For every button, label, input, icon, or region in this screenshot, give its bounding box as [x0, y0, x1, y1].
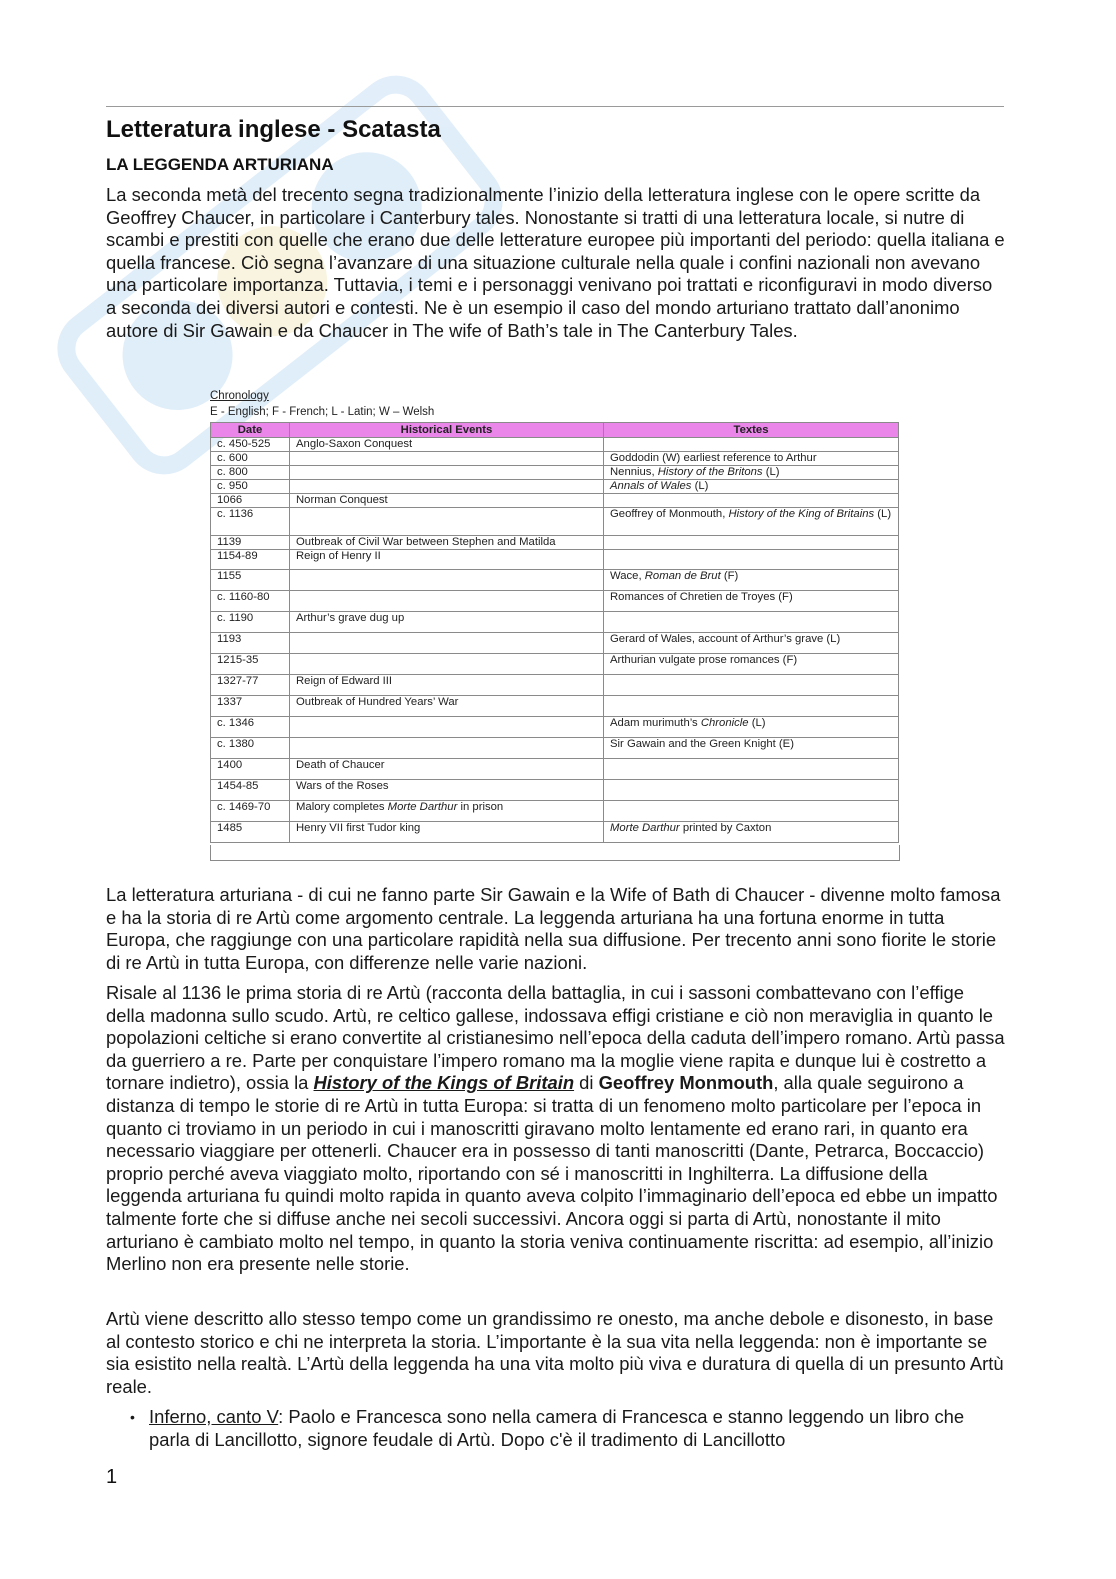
- page-title: Letteratura inglese - Scatasta: [106, 116, 441, 143]
- cell-date: 1066: [211, 494, 290, 508]
- cell-event: Reign of Henry II: [290, 550, 604, 570]
- cell-text: Annals of Wales (L): [604, 480, 899, 494]
- cell-date: 1327-77: [211, 675, 290, 696]
- cell-text: [604, 550, 899, 570]
- chronology-figure: [209, 388, 899, 862]
- cell-event: Reign of Edward III: [290, 675, 604, 696]
- cell-date: c. 600: [211, 452, 290, 466]
- cell-event: [290, 654, 604, 675]
- section-heading: LA LEGGENDA ARTURIANA: [106, 155, 334, 174]
- cell-text: Romances of Chretien de Troyes (F): [604, 591, 899, 612]
- table-row: [211, 550, 899, 570]
- cell-date: c. 1136: [211, 508, 290, 536]
- cell-date: 1154-89: [211, 550, 290, 570]
- chronology-caption: Chronology: [210, 390, 269, 402]
- cell-text: Nennius, History of the Britons (L): [604, 466, 899, 480]
- header-date: Date: [211, 423, 290, 438]
- table-footer-space: [210, 845, 900, 861]
- paragraph-3-text-b: di: [574, 1072, 599, 1094]
- cell-date: c. 1346: [211, 717, 290, 738]
- cell-date: 1193: [211, 633, 290, 654]
- top-rule: [106, 106, 1004, 107]
- table-row: [211, 822, 899, 843]
- cell-event: [290, 633, 604, 654]
- table-row: [211, 675, 899, 696]
- chronology-table: [210, 422, 899, 843]
- table-row: [211, 759, 899, 780]
- cell-text: [604, 675, 899, 696]
- cell-event: [290, 466, 604, 480]
- table-row: [211, 591, 899, 612]
- page-number: 1: [106, 1466, 118, 1488]
- cell-event: Outbreak of Civil War between Stephen and Matilda: [290, 536, 604, 550]
- chronology-legend: E - English; F - French; L - Latin; W – Welsh: [210, 406, 435, 418]
- table-row: [211, 801, 899, 822]
- bullet-text: : Paolo e Francesca sono nella camera di Francesca e stanno leggendo un libro che parla di Lancillotto, signore feudale di Artù. Dopo c'è il tradimento di Lancillotto: [149, 1406, 965, 1450]
- paragraph-4: Artù viene descritto allo stesso tempo come un grandissimo re onesto, ma anche debole e disonesto, in base al contesto storico e chi ne interpreta la storia. L’importante è la sua vita nella leggenda: non è importante se sia esistito nella realtà. L’Artù della leggenda ha una vita molto più viva e duratura di quella di un presunto Artù reale.: [106, 1308, 1004, 1397]
- cell-event: Henry VII first Tudor king: [290, 822, 604, 843]
- cell-event: Malory completes Morte Darthur in prison: [290, 801, 604, 822]
- cell-text: Goddodin (W) earliest reference to Arthur: [604, 452, 899, 466]
- cell-event: [290, 717, 604, 738]
- table-header-row: [211, 423, 899, 438]
- cell-date: 1337: [211, 696, 290, 717]
- cell-date: c. 1380: [211, 738, 290, 759]
- cell-date: c. 1160-80: [211, 591, 290, 612]
- table-row: [211, 696, 899, 717]
- table-row: [211, 466, 899, 480]
- cell-text: [604, 612, 899, 633]
- cell-event: Arthur’s grave dug up: [290, 612, 604, 633]
- cell-text: [604, 536, 899, 550]
- cell-event: Outbreak of Hundred Years’ War: [290, 696, 604, 717]
- cell-event: Death of Chaucer: [290, 759, 604, 780]
- table-row: [211, 508, 899, 536]
- cell-date: c. 950: [211, 480, 290, 494]
- table-row: [211, 570, 899, 591]
- table-row: [211, 536, 899, 550]
- paragraph-3-text-c: , alla quale seguirono a distanza di tempo le storie di re Artù in tutta Europa: si tratta di un fenomeno molto particolare per l’epoca in quanto ci troviamo in un periodo in cui i manoscritti giravano molto lentamente ed erano rari, in quanto era necessario viaggiare per ottenerli. Chaucer era in possesso di tanti manoscritti (Dante, Petrarca, Boccaccio) proprio perché aveva viaggiato molto, riportando con sé i manoscritti in Inghilterra. La diffusione della leggenda arturiana fu quindi molto rapida in quanto aveva colpito l’immaginario dell’epoca ed ebbe un impatto talmente forte che si diffuse anche nei secoli successivi. Ancora oggi si parta di Artù, nonostante il mito arturiano è cambiato molto nel tempo, in quanto la storia veniva continuamente riscritta: ad esempio, all’inizio Merlino non era presente nelle storie.: [106, 1072, 998, 1275]
- cell-text: Wace, Roman de Brut (F): [604, 570, 899, 591]
- header-textes: Textes: [604, 423, 899, 438]
- cell-event: [290, 570, 604, 591]
- table-row: [211, 717, 899, 738]
- cell-text: Geoffrey of Monmouth, History of the King of Britains (L): [604, 508, 899, 536]
- intro-paragraph: La seconda metà del trecento segna tradizionalmente l’inizio della letteratura inglese con le opere scritte da Geoffrey Chaucer, in particolare i Canterbury tales. Nonostante si tratti di una letteratura locale, si nutre di scambi e prestiti con quelle che erano due delle letterature europee più importanti del periodo: quella italiana e quella francese. Ciò segna l’avanzare di una situazione culturale nella quale i confini nazionali non avevano una particolare importanza. Tuttavia, i temi e i personaggi venivano poi trattati e riconfiguravi in modo diverso a seconda dei diversi autori e contesti. Ne è un esempio il caso del mondo arturiano trattato dall’anonimo autore di Sir Gawain e da Chaucer in The wife of Bath’s tale in The Canterbury Tales.: [106, 184, 1005, 341]
- table-row: [211, 612, 899, 633]
- header-historical-events: Historical Events: [290, 423, 604, 438]
- cell-text: [604, 759, 899, 780]
- cell-text: [604, 494, 899, 508]
- cell-text: Morte Darthur printed by Caxton: [604, 822, 899, 843]
- cell-event: [290, 480, 604, 494]
- cell-text: [604, 780, 899, 801]
- cell-date: 1400: [211, 759, 290, 780]
- table-row: [211, 480, 899, 494]
- cell-text: Sir Gawain and the Green Knight (E): [604, 738, 899, 759]
- cell-date: c. 1190: [211, 612, 290, 633]
- paragraph-2: La letteratura arturiana - di cui ne fanno parte Sir Gawain e la Wife of Bath di Chaucer - divenne molto famosa e ha la storia di re Artù come argomento centrale. La leggenda arturiana ha una fortuna enorme in tutta Europa, che raggiunge con una particolare rapidità nella sua diffusione. Per trecento anni sono fiorite le storie di re Artù in tutta Europa, con differenze nelle varie nazioni.: [106, 884, 1001, 973]
- cell-date: c. 800: [211, 466, 290, 480]
- cell-date: 1454-85: [211, 780, 290, 801]
- cell-event: Wars of the Roses: [290, 780, 604, 801]
- cell-event: Anglo-Saxon Conquest: [290, 438, 604, 452]
- cell-text: [604, 696, 899, 717]
- cell-date: c. 450-525: [211, 438, 290, 452]
- cell-date: 1155: [211, 570, 290, 591]
- cell-text: Arthurian vulgate prose romances (F): [604, 654, 899, 675]
- table-row: [211, 738, 899, 759]
- author-geoffrey-monmouth: Geoffrey Monmouth: [598, 1072, 774, 1094]
- table-row: [211, 780, 899, 801]
- cell-event: [290, 738, 604, 759]
- cell-date: c. 1469-70: [211, 801, 290, 822]
- inferno-canto-link[interactable]: Inferno, canto V: [149, 1406, 279, 1427]
- cell-event: [290, 452, 604, 466]
- cell-event: Norman Conquest: [290, 494, 604, 508]
- table-row: [211, 452, 899, 466]
- cell-event: [290, 591, 604, 612]
- cell-text: Adam murimuth’s Chronicle (L): [604, 717, 899, 738]
- table-row: [211, 633, 899, 654]
- cell-text: Gerard of Wales, account of Arthur’s grave (L): [604, 633, 899, 654]
- cell-text: [604, 801, 899, 822]
- cell-date: 1215-35: [211, 654, 290, 675]
- cell-event: [290, 508, 604, 536]
- cell-text: [604, 438, 899, 452]
- table-row: [211, 494, 899, 508]
- bullet-marker: •: [130, 1409, 135, 1425]
- cell-date: 1485: [211, 822, 290, 843]
- paragraph-3-text-a: Risale al 1136 le prima storia di re Artù (racconta della battaglia, in cui i sassoni combattevano con l’effige della madonna sullo scudo. Artù, re celtico gallese, indossava effigi cristiane e ciò non meraviglia in quanto le popolazioni celtiche si erano convertite al cristianesimo nell’epoca della caduta dell’impero romano. Artù passa da guerriero a re. Parte per conquistare l’impero romano ma la moglie viene rapita e dunque lui è costretto a tornare indietro), ossia la: [106, 982, 1005, 1094]
- table-row: [211, 438, 899, 452]
- cell-date: 1139: [211, 536, 290, 550]
- table-row: [211, 654, 899, 675]
- book-title-history-of-kings: History of the Kings of Britain: [313, 1072, 575, 1094]
- paragraph-3: [106, 982, 1006, 1276]
